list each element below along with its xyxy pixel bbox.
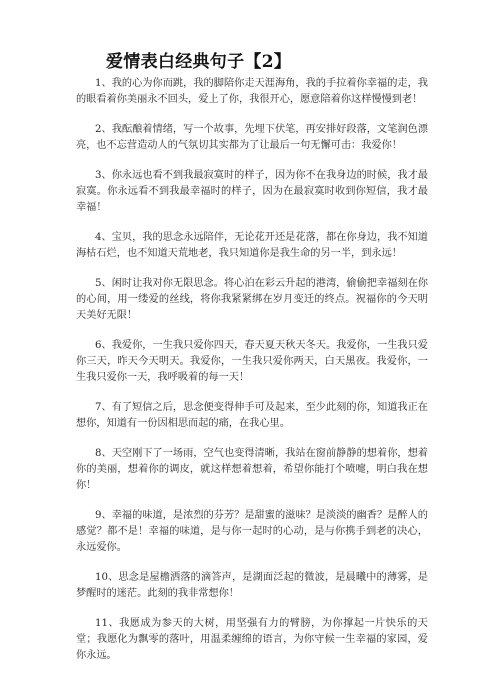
article-title: 爱情表白经典句子【2】 [106,52,292,72]
paragraph-11: 11、我愿成为参天的大树，用坚强有力的臂膀，为你撑起一片快乐的天堂；我愿化为飘零的落叶，用温柔缠绵的语言，为你守候一生幸福的家园，爱你永远。 [76,618,428,661]
paragraph-10: 10、思念是屋檐洒落的滴答声，是湖面泛起的微波，是晨曦中的薄雾，是梦醒时的迷茫。此刻的我非常想你！ [76,572,428,599]
paragraph-3: 3、你永远也看不到我最寂寞时的样子，因为你不在我身边的时候，我才最寂寞。你永远看不到我最幸福时的样子，因为在最寂寞时收到你短信，我才最幸福！ [76,170,428,213]
paragraph-7: 7、有了短信之后，思念便变得伸手可及起来，至少此刻的你，知道我正在想你，知道有一份因相思而起的痛，在我心里。 [76,402,428,429]
paragraph-4: 4、宝贝，我的思念永远陪伴，无论花开还是花落，都在你身边，我不知道海枯石烂，也不知道天荒地老，我只知道你是我生命的另一半，到永远！ [76,232,428,259]
paragraph-6: 6、我爱你，一生我只爱你四天，春天夏天秋天冬天。我爱你，一生我只爱你三天，昨天今天明天。我爱你，一生我只爱你两天，白天黑夜。我爱你，一生我只爱你一天，我呼吸着的每一天！ [76,340,428,383]
article-body [76,76,428,678]
paragraph-5: 5、闲时让我对你无限思念。将心泊在彩云升起的港湾，偷偷把幸福刻在你的心间，用一缕爱的丝线，将你我紧紧绑在岁月变迁的终点。祝福你的今天明天美好无限！ [76,278,428,321]
paragraph-2: 2、我酝酿着情绪，写一个故事，先埋下伏笔，再安排好段落，文笔润色漂亮，也不忘营造动人的气氛切其实都为了让最后一句无懈可击：我爱你！ [76,124,428,151]
paragraph-8: 8、天空刚下了一场雨，空气也变得清晰，我站在窗前静静的想着你，想着你的美丽，想着你的调皮，就这样想着想着，希望你能打个喷嚏，明白我在想你！ [76,448,428,491]
paragraph-9: 9、幸福的味道，是浓烈的芬芳？是甜蜜的滋味？是淡淡的幽香？是醉人的感觉？都不是！幸福的味道，是与你一起时的心动，是与你携手到老的决心，永远爱你。 [76,510,428,553]
paragraph-1: 1、我的心为你而跳，我的脚陪你走天涯海角，我的手拉着你幸福的走，我的眼看着你美丽永不回头，爱上了你，我很开心，愿意陪着你这样慢慢到老！ [76,78,428,105]
